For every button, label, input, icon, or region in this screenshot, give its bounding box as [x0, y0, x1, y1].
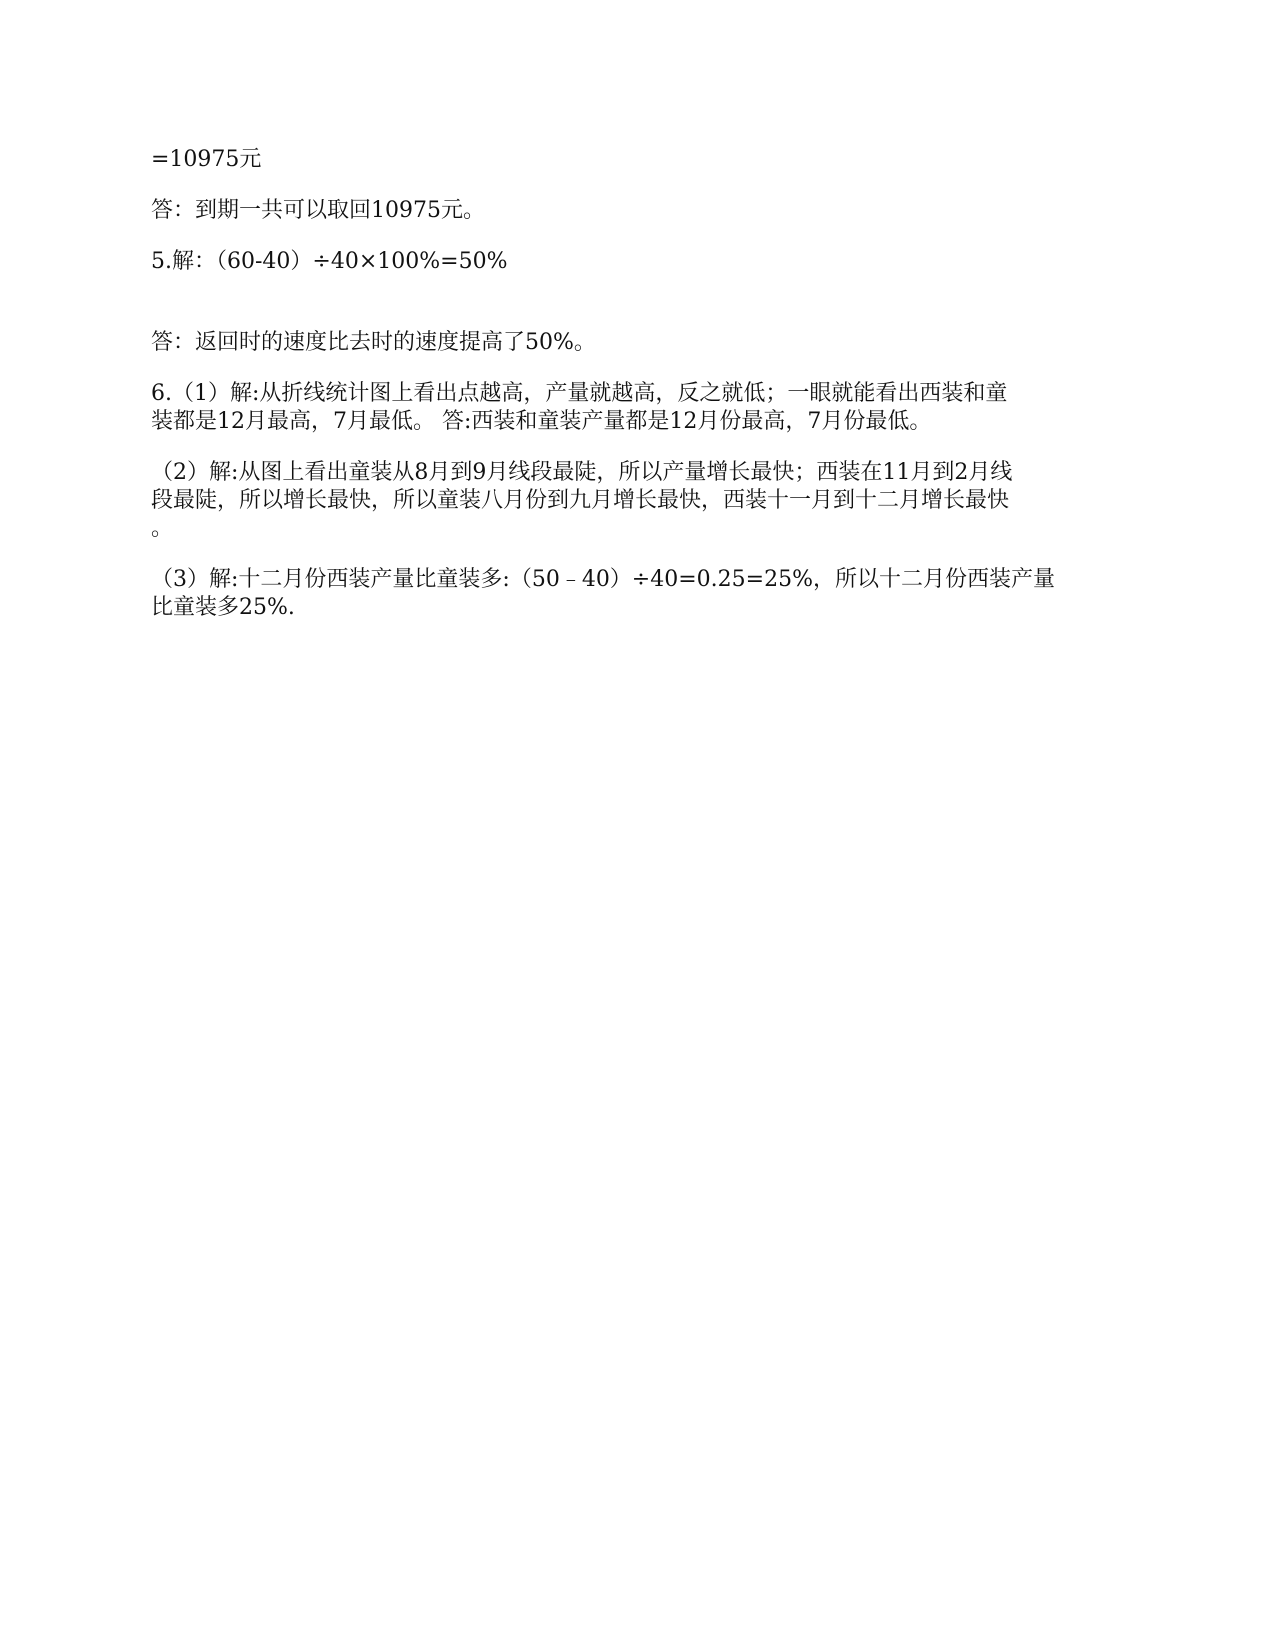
- text-line: 装都是12月最高，7月最低。 答:西装和童装产量都是12月份最高，7月份最低。: [151, 409, 932, 434]
- calculation-result-line: [151, 146, 1131, 174]
- text-line: =10975元: [151, 147, 262, 172]
- text-line: 6.（1）解:从折线统计图上看出点越高，产量就越高，反之就低；一眼就能看出西装和童: [151, 381, 1008, 406]
- text-line: 。: [151, 516, 174, 541]
- answer-4: [151, 197, 1131, 225]
- text-line: 答：返回时的速度比去时的速度提高了50%。: [151, 330, 596, 355]
- answer-5: [151, 329, 1131, 357]
- text-line: （2）解:从图上看出童装从8月到9月线段最陡，所以产量增长最快；西装在11月到2月线: [151, 460, 1013, 485]
- text-line: 比童装多25%.: [151, 595, 295, 620]
- solution-6-part-1: [151, 380, 1131, 436]
- solution-5: [151, 248, 1131, 276]
- text-line: （3）解:十二月份西装产量比童装多:（50﹣40）÷40=0.25=25%，所以十二月份西装产量: [151, 567, 1055, 592]
- solution-6-part-2: [151, 459, 1131, 543]
- text-line: 段最陡，所以增长最快，所以童装八月份到九月增长最快，西装十一月到十二月增长最快: [151, 488, 1010, 513]
- document-body: [151, 146, 1131, 622]
- solution-6-part-3: [151, 566, 1131, 622]
- text-line: 5.解：（60-40）÷40×100%=50%: [151, 249, 508, 274]
- text-line: 答：到期一共可以取回10975元。: [151, 198, 485, 223]
